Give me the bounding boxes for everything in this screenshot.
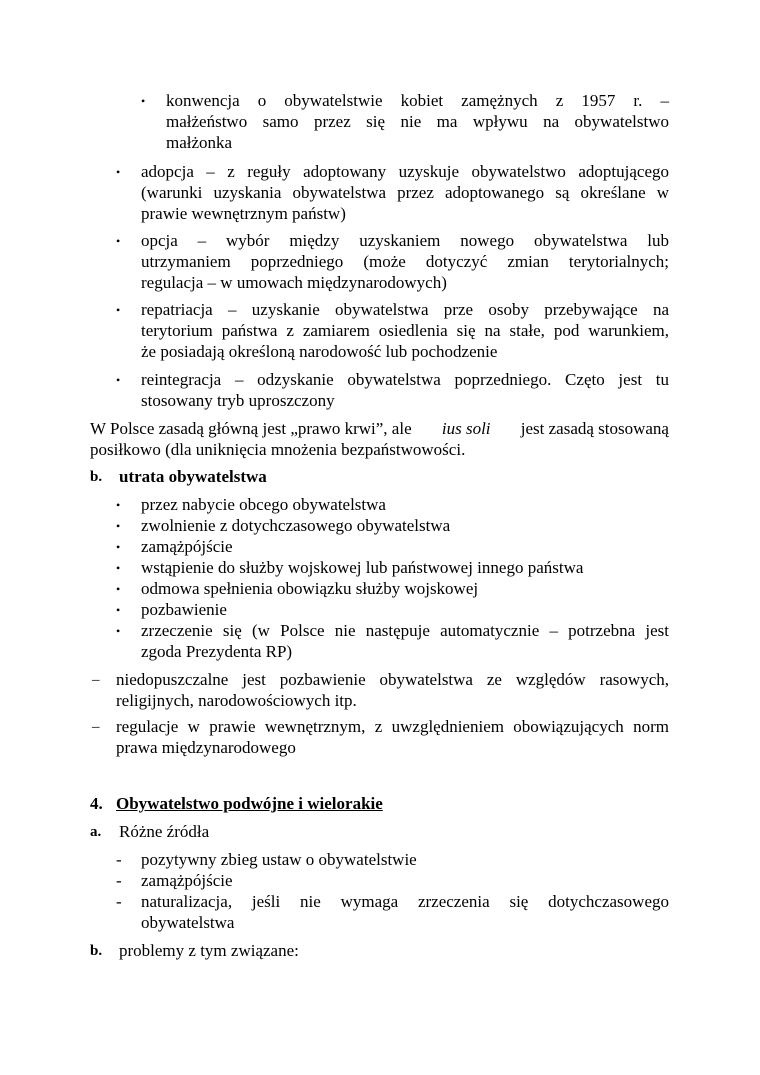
section-number: 4. [90,794,103,813]
list-item: zamążpójście [141,537,233,556]
list-item-line: terytorium państwa z zamiarem osiedlenia się na stałe, pod warunkiem, [141,321,669,340]
list-item-line: konwencja o obywatelstwie kobiet zamężnych z 1957 r. – [166,91,669,110]
list-item: zrzeczenie się (w Polsce nie następuje automatycznie – potrzebna jest [141,621,669,640]
paragraph-text: jest zasadą stosowaną [516,419,669,438]
bullet-icon: • [116,165,121,179]
bullet-icon: • [116,519,121,533]
hyphen-icon: - [116,850,122,869]
list-item: zwolnienie z dotychczasowego obywatelstwa [141,516,451,535]
list-item: pozbawienie [141,600,227,619]
list-item: zgoda Prezydenta RP) [141,642,293,661]
list-item-line: repatriacja – uzyskanie obywatelstwa prze osoby przebywające na [141,300,669,319]
bullet-icon: • [116,582,121,596]
list-item: obywatelstwa [141,913,235,932]
list-item: przez nabycie obcego obywatelstwa [141,495,386,514]
list-item-line: regulacja – w umowach międzynarodowych) [141,273,447,292]
bullet-icon: • [116,303,121,317]
paragraph-line [90,418,669,439]
bullet-icon: • [116,624,121,638]
list-item-line: małżeństwo samo przez się nie ma wpływu na obywatelstwo [166,112,669,131]
bullet-icon: • [116,234,121,248]
list-item-line: opcja – wybór między uzyskaniem nowego obywatelstwa lub [141,231,669,250]
list-item-line: religijnych, narodowościowych itp. [116,691,357,710]
list-item-line: utrzymaniem poprzedniego (może dotyczyć zmian terytorialnych; [141,252,669,271]
list-item-line: niedopuszczalne jest pozbawienie obywatelstwa ze względów rasowych, [116,670,669,689]
list-item-line: że posiadają określoną narodowość lub pochodzenie [141,342,498,361]
list-item-line: (warunki uzyskania obywatelstwa przez adoptowanego są określane w [141,183,669,202]
paragraph-line: posiłkowo (dla uniknięcia mnożenia bezpaństwowości. [90,440,466,459]
list-item: naturalizacja, jeśli nie wymaga zrzeczenia się dotychczasowego [141,892,669,911]
list-item-line: reintegracja – odzyskanie obywatelstwa poprzedniego. Częto jest tu [141,370,669,389]
bullet-icon: • [116,498,121,512]
list-item-line: regulacje w prawie wewnętrznym, z uwzględnieniem obowiązujących norm [116,717,669,736]
section-marker: b. [90,943,103,959]
hyphen-icon: - [116,892,122,911]
section-marker: a. [90,824,102,840]
section-marker: b. [90,469,103,485]
list-item: pozytywny zbieg ustaw o obywatelstwie [141,850,417,869]
section-heading: utrata obywatelstwa [119,467,267,486]
bullet-icon: • [116,603,121,617]
list-item: zamążpójście [141,871,233,890]
bullet-icon: • [116,561,121,575]
list-item-line: małżonka [166,133,233,152]
list-item: odmowa spełnienia obowiązku służby wojskowej [141,579,479,598]
bullet-icon: • [116,540,121,554]
bullet-icon: • [116,373,121,387]
subsection-heading: Różne źródła [119,822,210,841]
italic-term: ius soli [441,419,491,438]
list-item-line: prawa międzynarodowego [116,738,296,757]
dash-icon: – [92,672,100,688]
list-item-line: prawie wewnętrznym państw) [141,204,346,223]
subsection-heading: problemy z tym związane: [119,941,299,960]
paragraph-text: W Polsce zasadą główną jest „prawo krwi”, ale [90,419,416,438]
section-heading: Obywatelstwo podwójne i wielorakie [116,794,383,813]
bullet-icon: • [141,94,146,108]
list-item: wstąpienie do służby wojskowej lub państwowej innego państwa [141,558,584,577]
list-item-line: adopcja – z reguły adoptowany uzyskuje obywatelstwo adoptującego [141,162,669,181]
list-item-line: stosowany tryb uproszczony [141,391,335,410]
dash-icon: – [92,719,100,735]
hyphen-icon: - [116,871,122,890]
